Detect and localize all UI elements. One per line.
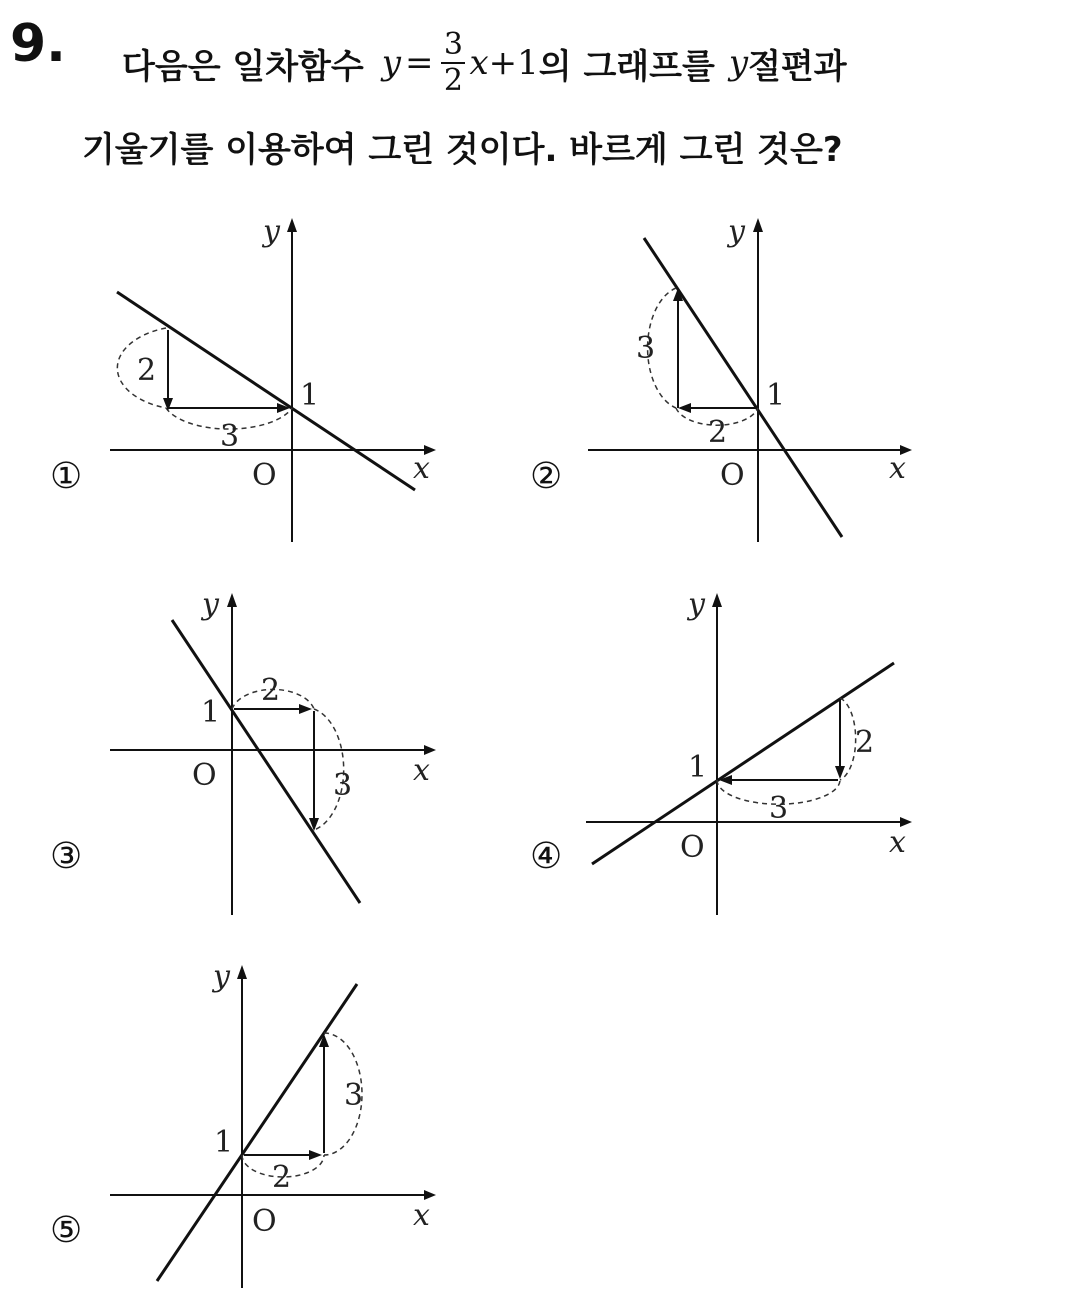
- run-label: 2: [261, 673, 281, 708]
- run-label: 3: [220, 419, 240, 454]
- run-label: 2: [272, 1160, 292, 1195]
- choice-marker-5[interactable]: ⑤: [50, 1210, 83, 1251]
- equals-sign: =: [404, 43, 434, 83]
- intercept-label: 1: [214, 1125, 234, 1160]
- rise-label: 3: [344, 1078, 364, 1113]
- intercept-label: 1: [300, 378, 320, 413]
- question-suffix: 절편과: [748, 46, 847, 87]
- y-variable: y: [381, 43, 401, 83]
- intercept-label: 1: [688, 750, 708, 785]
- y-axis-label: y: [688, 587, 705, 622]
- origin-label: O: [252, 1204, 277, 1239]
- y-word: y: [728, 43, 749, 83]
- run-label: 3: [769, 791, 789, 826]
- choice-marker-3[interactable]: ③: [50, 836, 83, 877]
- rise-label: 3: [333, 768, 353, 803]
- question-number: 9.: [10, 14, 66, 74]
- x-variable: x: [469, 43, 489, 83]
- y-axis-label: y: [213, 959, 230, 994]
- origin-label: O: [720, 458, 745, 493]
- fraction-numerator: 3: [443, 27, 464, 62]
- question-after-eq: 의 그래프를: [538, 46, 715, 87]
- question-line-2: 기울기를 이용하여 그린 것이다. 바르게 그린 것은?: [82, 130, 843, 170]
- origin-label: O: [192, 758, 217, 793]
- intercept-label: 1: [201, 695, 221, 730]
- rise-label: 2: [855, 725, 875, 760]
- x-axis-label: x: [413, 451, 430, 486]
- choice-marker-2[interactable]: ②: [530, 456, 563, 497]
- intercept-label: 1: [766, 378, 786, 413]
- x-axis-label: x: [889, 825, 906, 860]
- fraction-denominator: 2: [443, 63, 464, 98]
- y-axis-arrow-icon: [237, 965, 247, 979]
- choice-marker-1[interactable]: ①: [50, 456, 83, 497]
- plus-one: +1: [488, 43, 539, 83]
- y-axis-label: y: [263, 214, 280, 249]
- x-axis-label: x: [413, 1198, 430, 1233]
- run-label: 2: [708, 415, 728, 450]
- x-axis-label: x: [889, 451, 906, 486]
- origin-label: O: [252, 458, 277, 493]
- rise-label: 3: [636, 331, 656, 366]
- x-axis-label: x: [413, 753, 430, 788]
- choice-marker-4[interactable]: ④: [530, 836, 563, 877]
- run-arrowhead-icon: [309, 1150, 322, 1160]
- rise-label: 2: [137, 353, 157, 388]
- question-prefix: 다음은 일차함수: [122, 46, 364, 87]
- y-axis-label: y: [728, 214, 745, 249]
- origin-label: O: [680, 830, 705, 865]
- y-axis-label: y: [202, 587, 219, 622]
